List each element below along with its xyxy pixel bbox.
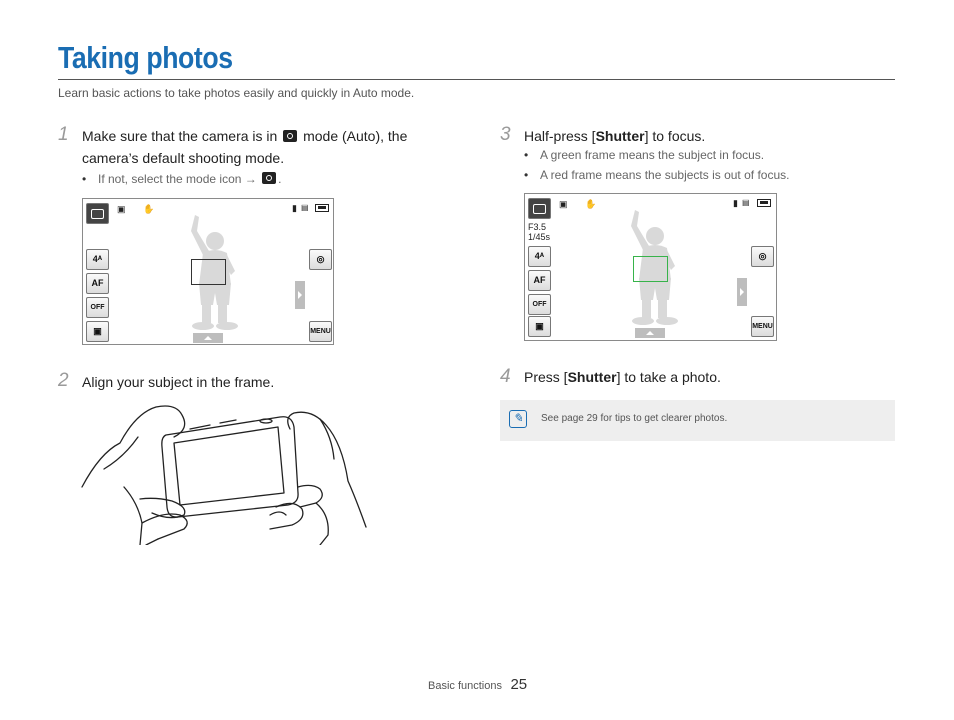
focus-frame <box>191 259 226 285</box>
display-button[interactable]: ▣ <box>86 321 109 342</box>
step-4-text-after: ] to take a photo. <box>616 369 721 385</box>
step-3-bullet-1-text: A green frame means the subject in focus. <box>540 148 765 162</box>
note-pencil-icon: ✎ <box>509 410 527 428</box>
page-title: Taking photos <box>58 40 233 75</box>
step-1-bullet-before: If not, select the mode icon → <box>98 172 257 186</box>
stabilizer-icon: ✋ <box>585 199 597 209</box>
tip-note-text: See page 29 for tips to get clearer photos. <box>541 413 728 424</box>
step-2-text: Align your subject in the frame. <box>82 374 275 390</box>
page-number: 25 <box>510 676 528 693</box>
focus-button[interactable]: AF <box>86 273 109 294</box>
page-footer <box>428 676 527 694</box>
aperture-value: F3.5 <box>528 222 547 232</box>
smart-filter-button[interactable]: ◎ <box>751 246 774 267</box>
smart-filter-button[interactable]: ◎ <box>309 249 332 270</box>
shutter-speed-value: 1/45s <box>528 232 551 242</box>
display-button[interactable]: ▣ <box>528 316 551 337</box>
image-size-icon: ▣ <box>117 204 126 214</box>
flash-button[interactable]: 4ᴬ <box>528 246 551 267</box>
battery-icon <box>757 199 771 207</box>
title-divider <box>58 79 895 80</box>
step-3-number: 3 <box>500 124 511 145</box>
step-1-number: 1 <box>58 124 69 145</box>
focus-button[interactable]: AF <box>528 270 551 291</box>
right-panel-tab[interactable] <box>295 281 305 309</box>
hands-holding-camera-illustration <box>80 403 370 545</box>
step-3-text-before: Half-press [ <box>524 128 596 144</box>
step-1-text <box>82 125 462 169</box>
step-1-line1-after: mode (Auto), the <box>303 128 408 144</box>
camera-auto-icon <box>283 130 297 142</box>
timer-button[interactable]: OFF <box>86 297 109 318</box>
stabilizer-icon: ✋ <box>143 204 155 214</box>
battery-icon <box>315 204 329 212</box>
shooting-mode-button[interactable] <box>528 198 551 219</box>
step-3-bullet-2-text: A red frame means the subjects is out of focus. <box>540 168 790 182</box>
camera-screen-1 <box>82 198 334 345</box>
menu-button[interactable]: MENU <box>751 316 774 337</box>
flash-button[interactable]: 4ᴬ <box>86 249 109 270</box>
focus-frame-green <box>633 256 668 282</box>
image-size-icon: ▣ <box>559 199 568 209</box>
step-4-number: 4 <box>500 366 511 387</box>
camera-mode-icon <box>262 172 276 184</box>
step-1-bullet-after: . <box>278 172 282 186</box>
step-1-line2: camera’s default shooting mode. <box>82 150 285 166</box>
camera-screen-2 <box>524 193 777 341</box>
step-3-text-after: ] to focus. <box>644 128 706 144</box>
internal-memory-icon: ▤ <box>742 198 750 207</box>
step-4-text-before: Press [ <box>524 369 568 385</box>
bottom-panel-tab[interactable] <box>635 328 665 338</box>
page-subtitle: Learn basic actions to take photos easily and quickly in Auto mode. <box>58 86 415 100</box>
menu-button[interactable]: MENU <box>309 321 332 342</box>
internal-memory-icon: ▤ <box>301 203 309 212</box>
step-3-text <box>524 125 705 147</box>
timer-button[interactable]: OFF <box>528 294 551 315</box>
footer-section: Basic functions <box>428 680 502 692</box>
shooting-mode-button[interactable] <box>86 203 109 224</box>
step-2-number: 2 <box>58 370 69 391</box>
memory-card-icon: ▮ <box>733 198 738 208</box>
tip-note <box>500 400 895 441</box>
bottom-panel-tab[interactable] <box>193 333 223 343</box>
step-4-text <box>524 366 721 388</box>
step-1-line1-before: Make sure that the camera is in <box>82 128 278 144</box>
memory-card-icon: ▮ <box>292 203 297 213</box>
shutter-label: Shutter <box>595 128 645 144</box>
shutter-label: Shutter <box>567 369 617 385</box>
right-panel-tab[interactable] <box>737 278 747 306</box>
